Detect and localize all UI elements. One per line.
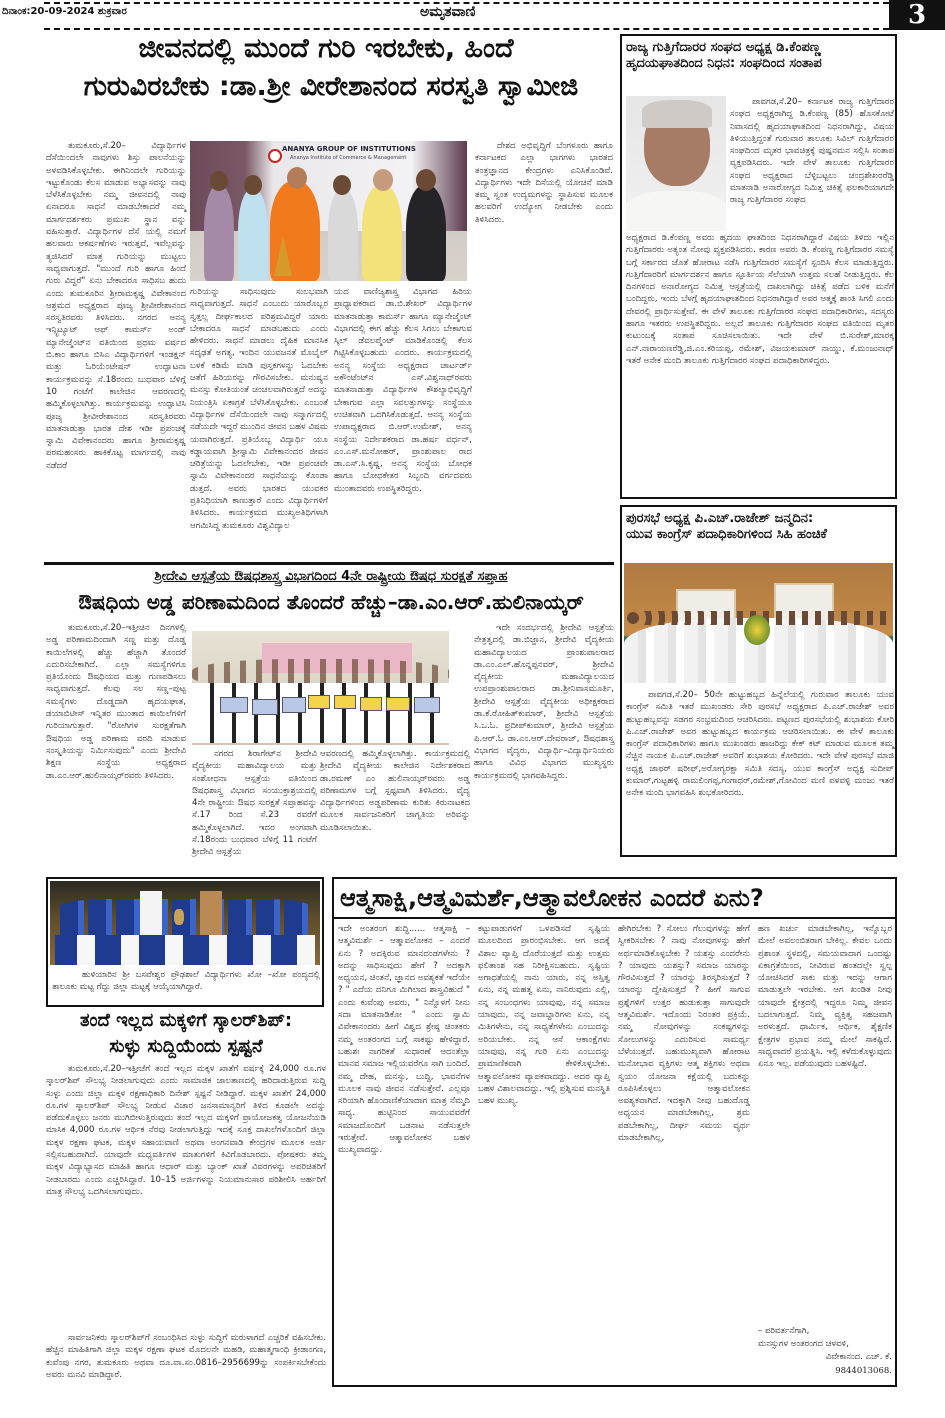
team-front-row-with-certificates (55, 935, 315, 965)
scholarship-closing (46, 1332, 326, 1388)
essay-col4-text: ಹಣ ಖರ್ಚು ಮಾಡಬೇಕಾಗಿಲ್ಲ, ಇನ್ನೊಬ್ಬರ ಮೇಲೆ ಅವಲಂಬಿತರಾಗ ಬೇಕಿಲ್ಲ. ಕೇವಲ ಒಂದು ಪ್ರಶಾಂತ ಸ್ಥಳದಲ್ಲಿ, ಸಮಯವಾದಾಗ ಒಂದಷ್ಟು ಏಕಾಗ್ರತೆಯಿಂದ, ನೀವಿರುವ ಹಂತದಲ್ಲೇ ಸ್ವಲ್ಪ ಯೋಚಿಸಿದರೆ ಸಾಕು ಮತ್ತು ಇದನ್ನು ಆಗಾಗ ಮಾಡುತ್ತಲೇ ಇರಬೇಕು. ಆಗ ಖಂಡಿತ ನೀವು ಯಾವುದೇ ಕ್ಷೇತ್ರದಲ್ಲಿ ಇದ್ದರೂ ನಿಮ್ಮ ಜೀವನ ಬದಲಾಗುತ್ತದೆ. ನಿಮ್ಮ ವ್ಯಕ್ತಿತ್ವ ಸಹಜವಾಗಿ ಅರಳುತ್ತದೆ. ಧಾರ್ಮಿಕ, ಆರ್ಥಿಕ, ಶೈಕ್ಷಣಿಕ ಕ್ಷೇತ್ರಗಳ ಪ್ರಭಾವ ನಮ್ಮ ಮೇಲೆ ಸಾಕಷ್ಟಿದೆ. ಸಾಧ್ಯವಾದರೆ ಪ್ರಯತ್ನಿಸಿ. ಇಲ್ಲಿ ಕಳೆದುಕೊಳ್ಳುವುದು ಏನೂ ಇಲ್ಲ. ಪಡೆಯುವುದು ಬಹಳಷ್ಟಿದೆ. (758, 924, 892, 1070)
essay-column-1 (338, 923, 470, 1383)
scholarship-body-paragraph: ತುಮಕೂರು,ಸೆ.20–ಇತ್ತೀಚೆಗೆ ತಂದೆ ಇಲ್ಲದ ಮಕ್ಕಳ ಖಾತೆಗೆ ವರ್ಷಕ್ಕೆ 24,000 ರೂ.ಗಳ ಸ್ಕಾಲರ್‌ಶಿಪ್ ಸೌಲಭ್ಯ ನೀಡಲಾಗುವುದು ಎಂದು ಸಾಮಾಜಿಕ ಜಾಲತಾಣದಲ್ಲಿ ಹರಿದಾಡುತ್ತಿರುವ ಸುದ್ದಿ ಸುಳ್ಳು ಎಂದು ಜಿಲ್ಲಾ ಮಕ್ಕಳ ರಕ್ಷಣಾಧಿಕಾರಿ ದಿನೇಶ್ ಸ್ಪಷ್ಟನೆ ನೀಡಿದ್ದಾರೆ. ಮಕ್ಕಳ ಖಾತೆಗೆ 24,000 ರೂ.ಗಳ ಸ್ಕಾಲರ್‌ಶಿಪ್ ಸೌಲಭ್ಯ ನೀಡುವ ವಿಚಾರ ಜನಸಾಮಾನ್ಯರಿಗೆ ತಿಳಿದ ಕೂಡಲೇ ಅದನ್ನು ಪಡೆದುಕೊಳ್ಳಲು ಜನರು ಮುಗಿಬೀಳುತ್ತಿರುವುದು ತಂದೆ ಇಲ್ಲದ ಮಕ್ಕಳಿಗೆ ಪ್ರಾಯೋಜಕತ್ವ ಯೋಜನೆಯಡಿ ಮಾಸಿಕ 4,000 ರೂ.ಗಳ ಆರ್ಥಿಕ ನೆರವು ನೀಡಲಾಗುತ್ತಿದ್ದು ಇದಕ್ಕೆ ಸೂಕ್ತ ದಾಖಲೆಗಳೊಂದಿಗೆ ಜಿಲ್ಲಾ ಮಕ್ಕಳ ರಕ್ಷಣಾ ಘಟಕ, ಮಕ್ಕಳ ಸಹಾಯವಾಣಿ ಅಥವಾ ಅಂಗನವಾಡಿ ಕೇಂದ್ರಗಳ ಮೂಲಕ ಅರ್ಜಿ ಸಲ್ಲಿಸಬಹುದಾಗಿದೆ. ಯಾವುದೇ ಮಧ್ಯವರ್ತಿಗಳ ಮಾತುಗಳಿಗೆ ಕಿವಿಗೊಡಬಾರದು. ಪೋಷಕರು ತಮ್ಮ ಮಕ್ಕಳ ವಿದ್ಯಾಭ್ಯಾಸದ ಮಾಹಿತಿ ಹಾಗೂ ಆಧಾರ್ ಮತ್ತು ಬ್ಯಾಂಕ್ ಖಾತೆ ವಿವರಗಳನ್ನು ಅಪರಿಚಿತರಿಗೆ ನೀಡಬಾರದು ಎಂದು ಎಚ್ಚರಿಸಿದ್ದಾರೆ. 10–15 ಅರ್ಜಿಗಳನ್ನು ನಿಯಮಾನುಸಾರ ಪರಿಶೀಲಿಸಿ ಅರ್ಹರಿಗೆ ಮಾತ್ರ ಸೌಲಭ್ಯ ಒದಗಿಸಲಾಗುವುದು. (46, 1064, 326, 1197)
photo-banner: ANANYA GROUP OF INSTITUTIONS (282, 145, 416, 153)
essay-col2-text: ಕಟ್ಟುಪಾಡುಗಳಿಗೆ ಒಳಪಡಿಸದೆ ಸೃಷ್ಟಿಯ ಮೂಲದಿಂದ ಪ್ರಾರಂಭಿಸಬೇಕು. ಆಗ ಅದಕ್ಕೆ ವಿಶಾಲ ವ್ಯಾಪ್ತಿ ದೊರೆಯುತ್ತದೆ ಮತ್ತು ಉತ್ತಮ ಫಲಿತಾಂಶ ಸಹ ನಿರೀಕ್ಷಿಸಬಹುದು. ಸೃಷ್ಟಿಯ ಅಗಾಧತೆಯಲ್ಲಿ ನಾನು ಯಾರು, ನನ್ನ ಅಸ್ತಿತ್ವ ಏನು, ನನ್ನ ಮಹತ್ವ ಏನು, ನಾನಿರುವುದು ಎಲ್ಲಿ, ನನ್ನ ಸಂಬಂಧಗಳು ಯಾವುವು, ನನ್ನ ಸಮಾಜ ಯಾವುದು, ನನ್ನ ಜವಾಬ್ದಾರಿಗಳು ಏನು, ನನ್ನ ಮಿತಿಗಳೇನು, ನನ್ನ ಸಾಧ್ಯತೆಗಳೇನು ಎಂಬುದನ್ನು ಅರಿಯಬೇಕು. ನನ್ನ ಆಸೆ ಆಕಾಂಕ್ಷೆಗಳು ಯಾವುವು, ನನ್ನ ಗುರಿ ಏನು ಎಂಬುದನ್ನು ಪ್ರಾಮಾಣಿಕವಾಗಿ ಕೇಳಿಕೊಳ್ಳಬೇಕು. ಆತ್ಮಾವಲೋಕನ ವ್ಯಾಪಕವಾದದ್ದು. ಅದರ ವ್ಯಾಪ್ತಿ ಬಹಳ ವಿಶಾಲವಾದದ್ದು. ಇಲ್ಲಿ ಪ್ರಶ್ನಿಸುವ ಮನಸ್ಥಿತಿ ಬಹಳ ಮುಖ್ಯ. (478, 924, 610, 1107)
lead-col3-text: ಯದ ವಾಣಿಜ್ಯಶಾಸ್ತ್ರ ವಿಭಾಗದ ಹಿರಿಯ ಪ್ರಾಧ್ಯಾಪಕರಾದ ಡಾ.ಬಿ.ಶೇಖರ್ ವಿದ್ಯಾರ್ಥಿಗಳ ಮಾತನಾಡುತ್ತಾ ಕಾಮರ್ಸ್ ಹಾಗೂ ಮ್ಯಾನೇಜ್ಮೆಂಟ್ ವಿಭಾಗದಲ್ಲಿ ಈಗ ಹೆಚ್ಚು ಕೆಲಸ ಸಿಗಲು ಬೇಕಾಗುವ ಸ್ಕಿಲ್ ಡೆವಲಪ್ಮೆಂಟ್ ಮಾಡಿಕೊಂಡಲ್ಲಿ ಕೆಲಸ ಗಿಟ್ಟಿಸಿಕೊಳ್ಳಬಹುದು ಎಂದರು. ಕಾರ್ಯಕ್ರಮದಲ್ಲಿ ಅನನ್ಯ ಸಂಸ್ಥೆಯ ಅಧ್ಯಕ್ಷರಾದ ಚಾರ್ಟರ್ಡ್ ಅಕೌಂಟೆಂಟ್‌ನ ಎಸ್.ವಿಶ್ವನಾಥ್‌ರವರು ಮಾತನಾಡುತ್ತಾ ವಿದ್ಯಾರ್ಥಿಗಳ ಕೌಶಲ್ಯಾಭಿವೃದ್ಧಿಗೆ ಬೇಕಾಗುವ ಎಲ್ಲಾ ಸವಲತ್ತುಗಳನ್ನು ಸಂಸ್ಥೆಯೂ ಉಚಿತವಾಗಿ ಒದಗಿಸಿಕೊಡುತ್ತದೆ. ಅನನ್ಯ ಸಂಸ್ಥೆಯ ಉಪಾಧ್ಯಕ್ಷರಾದ ಬಿ.ಆರ್.ಉಮೇಶ್, ಅನನ್ಯ ಸಂಸ್ಥೆಯ ನಿರ್ದೇಶಕರಾದ ಡಾ.ಹರ್ಷ ವರ್ಧನ್, ಎಂ.ಎಸ್.ಮನೋಹರ್, ಪ್ರಾಂಶುಪಾಲ ರಾದ ಡಾ.ಎಸ್.ಸಿ.ಕೃಷ್ಣ, ಅನನ್ಯ ಸಂಸ್ಥೆಯ ಬೋಧಕ ಹಾಗೂ ಬೋಧಕೇತರ ಸಿಬ್ಬಂದಿ ವರ್ಗದವರು ಮುಂತಾದವರು ಉಪಸ್ಥಿತರಿದ್ದರು. (334, 287, 472, 494)
pharma-col3-text: ಆವರಣದಲ್ಲಿ ಹಮ್ಮಿಕೊಳ್ಳಲಾಗಿತ್ತು. ಕಾರ್ಯಕ್ರಮದಲ್ಲಿ ಶ್ರೀದೇವಿ ವೈದ್ಯಕೀಯ ಕಾಲೇಜಿನ ನಿರ್ದೇಶಕರಾದ ಡಾ.ರಮಣ್ ಎಂ ಹುಲಿನಾಯ್ಕರ್‌ರವರು ಅಡ್ಡ ಪರಿಣಾಮಗಳ ಬಗ್ಗೆ ಸ್ಪಷ್ಟವಾಗಿ ತಿಳಿಸಿದರು. ವೈದ್ಯ ವಿದ್ಯಾರ್ಥಿಗಳಿಂದ ಅಡ್ಡಪರಿಣಾಮ ಕುರಿತು ಕಿರುನಾಟಕದ ಮೂಲಕ ಸಾರ್ವಜನಿಕರಿಗೆ ಜಾಗೃತಿಯ ಅರಿವನ್ನು ಮೂಡಿಸಲಾಯಿತು. (320, 749, 470, 833)
person-figure (406, 185, 446, 281)
pharma-column-2 (192, 748, 317, 858)
pharma-column-3 (320, 748, 470, 843)
person-head (333, 175, 351, 195)
birthday-body-paragraph: ಪಾವಗಡ,ಸೆ.20– 50ನೇ ಹುಟ್ಟುಹಬ್ಬದ ಹಿನ್ನೆಲೆಯಲ್ಲಿ ಗುರುವಾರ ತಾಲೂಕು ಯುವ ಕಾಂಗ್ರೆಸ್ ಸಮಿತಿ ಇತರೆ ಮುಖಂಡರು ಸೇರಿ ಪುರಸಭೆ ಅಧ್ಯಕ್ಷರಾದ ಪಿ.ಎಚ್.ರಾಜೇಶ್ ಅವರ ಹುಟ್ಟುಹಬ್ಬವನ್ನು ಸಡಗರ ಸಂಭ್ರಮದಿಂದ ಆಚರಿಸಿದರು. ಪಟ್ಟಣದ ಪುರಸಭೆಯಲ್ಲಿ ಶುಭಾಶಯ ಕೋರಿ ಪಿ.ಎಚ್.ರಾಜೇಶ್ ಅವರ ಹುಟ್ಟುಹಬ್ಬದ ಕಾರ್ಯಕ್ರಮ ಆಚರಿಸಲಾಯಿತು. ಈ ವೇಳೆ ತಾಲೂಕು ಕಾಂಗ್ರೆಸ್ ಪದಾಧಿಕಾರಿಗಳು ಹಾಗೂ ಮುಖಂಡರು ಹಾಜರಿದ್ದು ಕೇಕ್ ಕಟ್ ಮಾಡುವ ಮೂಲಕ ತಮ್ಮ ನೆಚ್ಚಿನ ನಾಯಕ ಪಿ.ಎಚ್.ರಾಜೇಶ್ ಅವರಿಗೆ ಶುಭಾಶಯ ಕೋರಿದರು. ಇದೇ ವೇಳೆ ಪುರಸಭೆ ಮಾಜಿ ಅಧ್ಯಕ್ಷ ಜಾಫರ್ ಷರೀಫ್,ಅರೋಗ್ಯರಕ್ಷಾ ಸಮಿತಿ ಸದಸ್ಯ, ಯುವ ಕಾಂಗ್ರೆಸ್ ಅಧ್ಯಕ್ಷ ಸುದೀಪ್ ಕುಮಾರ್,ಗುಟ್ಟಹಳ್ಳಿ ರಾಮಲಿಂಗಪ್ಪ,ಗಂಗಾಧರ್,ರಮೇಶ್,ಗೋವಿಂದ ಮಣಿ ಪಳವಳ್ಳಿ ಮಂಜು ಇತರೆ ಅನೇಕ ಮಂದಿ ಭಾಗವಹಿಸಿ ಶುಭಕೋರಿದರು. (626, 690, 894, 799)
obituary-photo (626, 96, 726, 226)
essay-signature-line2: ಮನಸ್ಸುಗಳ ಅಂತರಂಗದ ಚಳವಳಿ, (758, 1339, 849, 1349)
person-head (244, 175, 262, 195)
person-head (373, 169, 393, 191)
garland (744, 615, 770, 645)
photo-banner-sub: Ananya Institute of Commerce & Management (290, 155, 407, 161)
pharma-photo (192, 631, 449, 745)
essay-signature-line1: – ಪರಿವರ್ತನೆಗಾಗಿ, (758, 1326, 810, 1336)
essay-column-4 (758, 923, 892, 1323)
institution-logo (268, 149, 282, 163)
essay-col3-text: ಹೇಗಿರಬೇಕು ? ಸೋಲು ಗೆಲುವುಗಳನ್ನು ಹೇಗೆ ಸ್ವೀಕರಿಸಬೇಕು ? ನಾವು ನೋವುಗಳನ್ನು ಹೇಗೆ ಅರ್ಥಮಾಡಿಕೊಳ್ಳಬೇಕು ? ಯಶಸ್ಸು ಎಂದರೇನು ? ಯಾವುದು ಯಶಸ್ಸು? ಸಮಾಜ ಯಾರನ್ನು ಗೌರವಿಸುತ್ತದೆ ? ಯಾರನ್ನು ತಿರಸ್ಕರಿಸುತ್ತದೆ ? ಯಾರನ್ನು ದ್ವೇಷಿಸುತ್ತದೆ ? ಹೀಗೆ ಸಾಗುವ ಪ್ರಶ್ನೆಗಳಿಗೆ ಉತ್ತರ ಹುಡುಕುತ್ತಾ ಸಾಗುವುದೇ ಆತ್ಮವಿಮರ್ಶೆ. ಇದೊಂದು ನಿರಂತರ ಪ್ರಕ್ರಿಯೆ. ನಮ್ಮ ನೋವುಗಳನ್ನು ಸಂಕಷ್ಟಗಳನ್ನು ಸೋಲುಗಳನ್ನು ಎದುರಿಸುವ ಸಾಮರ್ಥ್ಯ ಬೆಳೆಯುತ್ತದೆ. ಬಹುಮುಖ್ಯವಾಗಿ ಹೋರಾಟ ಮನೋಭಾವ ವ್ಯಕ್ತಿಗಳು ಆತ್ಮ ಶಕ್ತಿಗಳು ಅಥವಾ ಸ್ವಯಂ ಯೋಜನಾ ಕಕ್ಷೆಯಲ್ಲಿ ಬದುಕನ್ನು ರೂಪಿಸಿಕೊಳ್ಳಲು ಆತ್ಮಾವಲೋಕನ ಅವಶ್ಯಕವಾಗಿದೆ. ಇದಕ್ಕಾಗಿ ನೀವು ಬಹುದೊಡ್ಡ ಅಧ್ಯಯನ ಮಾಡಬೇಕಾಗಿಲ್ಲ, ಶ್ರಮ ಪಡಬೇಕಾಗಿಲ್ಲ, ದೀರ್ಘ ಸಮಯ ವ್ಯರ್ಥ ಮಾಡಬೇಕಾಗಿಲ್ಲ, (618, 924, 750, 1144)
birthday-box (620, 505, 897, 857)
lead-column-3 (334, 286, 472, 551)
lead-column-4 (475, 140, 613, 550)
person-head (416, 169, 436, 191)
placard (334, 695, 356, 709)
lead-col1-text: ತುಮಕೂರು,ಸೆ.20– ವಿದ್ಯಾರ್ಥಿಗಳ ದೆಸೆಯಿಂದಲೇ ನಾವುಗಳು ಶಿಸ್ತು ಪಾಲನೆಯನ್ನು ಅಳವಡಿಸಿಕೊಳ್ಳಬೇಕು. ಈಗಿನಿಂದಲೇ ಗುರಿಯನ್ನು ಇಟ್ಟುಕೊಂಡು ಕೆಲಸ ಮಾಡುವ ಅಭ್ಯಾಸವನ್ನು ನಾವು ಬೆಳೆಸಿಕೊಳ್ಳಬೇಕು ನಮ್ಮ ಜೀವನದಲ್ಲಿ ನಾವು ಏನಾದರೂ ಸಾಧನೆ ಮಾಡಬೇಕಾದರೆ ನಮ್ಮ ಮಾರ್ಗದರ್ಶಕರು ಪ್ರಮುಖ ಸ್ಥಾನ ವನ್ನು ವಹಿಸುತ್ತಾರೆ. ವಿದ್ಯಾರ್ಥಿಗಳ ದೆಸೆ ಯಲ್ಲಿ ನಮಗೆ ಹಲವಾರು ಆಕರ್ಷಣೆಗಳು ಇರುತ್ತವೆ, ಇವೆಲ್ಲವನ್ನು ತ್ಯಜಿಸಿದರೆ ಮಾತ್ರ ಗುರಿಯನ್ನು ಮುಟ್ಟಲು ಸಾಧ್ಯವಾಗುತ್ತದೆ. "ಮುಂದೆ ಗುರಿ ಹಾಗೂ ಹಿಂದೆ ಗುರು ವಿದ್ದರೆ" ಏನು ಬೇಕಾದರೂ ಸಾಧಿಸಬ ಹುದು ಎಂದು ತುಮಕೂರಿನ ಶ್ರೀರಾಮಕೃಷ್ಣ ವಿವೇಕಾನಂದ ಆಶ್ರಮದ ಅಧ್ಯಕ್ಷರಾದ ಪೂಜ್ಯ ಶ್ರೀವೀರೇಶಾನಂದ ಸರಸ್ವತಿರವರು ತಿಳಿಸಿದರು. ನಗರದ ಅನನ್ಯ ಇನ್ಸ್ಟಿಟ್ಯೂಟ್ ಆಫ್ ಕಾಮರ್ಸ್ ಅಂಡ್ ಮ್ಯಾನೇಜ್ಮೆಂಟ್‌ನ ವತಿಯಿಂದ ಪ್ರಥಮ ವರ್ಷದ ಬಿ.ಕಾಂ ಹಾಗೂ ಬಿಸಿಎ ವಿದ್ಯಾರ್ಥಿಗಳಿಗೆ ಇಂಡಕ್ಷನ್ ಮತ್ತು ಓರಿಯೆಂಟೇಷನ್ ಉದ್ಘಾಟನಾ ಕಾರ್ಯಕ್ರಮವನ್ನು ಸೆ.18ರಂದು ಬುಧವಾರ ಬೆಳಿಗ್ಗೆ 10 ಗಂಟೆಗೆ ಕಾಲೇಜಿನ ಆವರಣದಲ್ಲಿ ಹಮ್ಮಿಕೊಳ್ಳಲಾಗಿತ್ತು. ಕಾರ್ಯಕ್ರಮವನ್ನು ಉದ್ಘಾಟಿಸಿ ಪೂಜ್ಯ ಶ್ರೀವೀರೇಶಾನಂದ ಸರಸ್ವತಿರವರು ಮಾತನಾಡುತ್ತಾ ಭಾರತ ದೇಶ ಇಡೀ ಪ್ರಪಂಚಕ್ಕೆ ಸ್ವಾಮಿ ವಿವೇಕಾನಂದರು ಹಾಗೂ ಶ್ರೀರಾಮಕೃಷ್ಣ ಪರಮಹಂಸರು ಹಾಕಿಕೊಟ್ಟ ಮಾರ್ಗದಲ್ಲಿ ನಾವು ನಡೆದರೆ (46, 141, 186, 471)
pharma-headline: ಔಷಧಿಯ ಅಡ್ಡ ಪರಿಣಾಮದಿಂದ ತೊಂದರೆ ಹೆಚ್ಚು–ಡಾ.ಎಂ.ಆರ್.ಹುಲಿನಾಯ್ಕರ್ (78, 590, 584, 614)
obituary-body (626, 232, 894, 496)
pharma-kicker: ಶ್ರೀದೇವಿ ಆಸ್ಪತ್ರೆಯ ಔಷಧಶಾಸ್ತ್ರ ವಿಭಾಗದಿಂದ 4ನೇ ರಾಷ್ಟ್ರೀಯ ಔಷಧ ಸುರಕ್ಷತೆ ಸಪ್ತಾಹ (154, 569, 508, 584)
kneeling-row (192, 683, 449, 743)
birthday-headline-line2: ಯುವ ಕಾಂಗ್ರೆಸ್ ಪದಾಧಿಕಾರಿಗಳಿಂದ ಸಿಹಿ ಹಂಚಿಕೆ (626, 527, 827, 543)
scholarship-closing-paragraph: ಸಾರ್ವಜನಿಕರು ಸ್ಕಾಲರ್‌ಶಿಪ್‌ಗೆ ಸಂಬಂಧಿಸಿದ ಸುಳ್ಳು ಸುದ್ದಿಗೆ ಮರುಳಾಗದೆ ಎಚ್ಚರಿಕೆ ವಹಿಸಬೇಕು. ಹೆಚ್ಚಿನ ಮಾಹಿತಿಗಾಗಿ ಜಿಲ್ಲಾ ಮಕ್ಕಳ ರಕ್ಷಣಾ ಘಟಕ ಮೊದಲನೇ ಮಹಡಿ, ಮಹಾತ್ಮಗಾಂಧಿ ಕ್ರೀಡಾಂಗಣ, ಕುವೆಂಪು ನಗರ, ತುಮಕೂರು ಅಥವಾ ದೂ.ವಾ.ಸಂ.0816–2956699ನ್ನು ಸಂಪರ್ಕಿಸಬೇಕೆಂದು ಅವರು ಮನವಿ ಮಾಡಿದ್ದಾರೆ. (46, 1333, 326, 1380)
birthday-body (626, 689, 894, 855)
person-figure (328, 189, 358, 281)
placard (414, 697, 440, 713)
placard (252, 699, 278, 715)
obituary-lead-paragraph: ಪಾವಗಡ,ಸೆ.20– ಕರ್ನಾಟಕ ರಾಜ್ಯ ಗುತ್ತಿಗೆದಾರರ ಸಂಘದ ಅಧ್ಯಕ್ಷರಾಗಿದ್ದ ಡಿ.ಕೆಂಪಣ್ಣ (85) ಹೊಸಕೋಟೆ ನಿವಾಸದಲ್ಲಿ ಹೃದಯಾಘಾತದಿಂದ ನಿಧನರಾಗಿದ್ದು, ವಿಷಯ ತಿಳಿಯುತ್ತಿದ್ದಂತೆ ಗುರುವಾರ ತಾಲೂಕು ಸಿವಿಲ್ ಗುತ್ತಿಗೆದಾರರ ಸಂಘದಿಂದ ಮೃತರ ಭಾವಚಿತ್ರಕ್ಕೆ ಪುಷ್ಪನಮನ ಸಲ್ಲಿಸಿ ಸಂತಾಪ ವ್ಯಕ್ತಪಡಿಸಿದರು. ಇದೇ ವೇಳೆ ತಾಲೂಕು ಗುತ್ತಿಗೆದಾರರ ಸಂಘದ ಅಧ್ಯಕ್ಷರಾದ ಬೆಳ್ಳಿಬಟ್ಟಲು ಚಂದ್ರಶೇಖರರೆಡ್ಡಿ ಮಾತನಾಡಿ ಅನಾರೋಗ್ಯದ ನಿಮಿತ್ತ ಚಿಕಿತ್ಸೆ ಫಲಕಾರಿಯಾಗದೇ ರಾಜ್ಯ ಗುತ್ತಿಗೆದಾರರ ಸಂಘದ (730, 97, 894, 206)
essay-col1-text: ಇದೇ ಅಂತರಂಗ ಶುದ್ಧಿ...... ಆತ್ಮಸಾಕ್ಷಿ – ಆತ್ಮವಿಮರ್ಶೆ – ಆತ್ಮಾವಲೋಕನ – ಎಂದರೆ ಏನು ? ಅದಕ್ಕಿರುವ ಮಾನದಂಡಗಳೇನು ? ಅದನ್ನು ಸಾಧಿಸುವುದು ಹೇಗೆ ? ಅದಕ್ಕಾಗಿ ಅಧ್ಯಯನ, ಚಿಂತನೆ, ಜ್ಞಾನದ ಅವಶ್ಯಕತೆ ಇದೆಯೇ ? " ಎದೆಯ ದನಿಗೂ ಮಿಗಿಲಾದ ಶಾಸ್ತ್ರವಿಹುದೆ " ಎಂದು ಕುವೆಂಪು ಅವರು, " ನಿನ್ನೊಳಗೆ ನೀನು ಸದಾ ಮಾತನಾಡಿಕೋ " ಎಂದು ಸ್ವಾಮಿ ವಿವೇಕಾನಂದರು ಹೀಗೆ ವಿಶ್ವದ ಶ್ರೇಷ್ಠ ಚಿಂತಕರು ನಮ್ಮ ಅಂತರಂಗದ ಬಗ್ಗೆ ಸಾಕಷ್ಟು ಹೇಳಿದ್ದಾರೆ. ಬಹುಶಃ ನಾಗರಿಕತೆ ಸುಧಾರಣೆ ಆದಂತೆಲ್ಲಾ ಮಾನವ ಸಮಾಜ ಇಲ್ಲಿಯವರೆಗೂ ಸಾಗಿ ಬಂದಿದೆ. ನಮ್ಮ ದೇಹ, ಮನಸ್ಸು, ಬುದ್ಧಿ, ಭಾವನೆಗಳ ಮೂಲಕ ನಾವು ಜೀವನ ನಡೆಸುತ್ತೇವೆ. ಎಲ್ಲವೂ ಸರಿಯಾಗಿ ಹೊಂದಾಣಿಕೆಯಾದಾಗ ಮಾತ್ರ ನೆಮ್ಮದಿ ಸಾಧ್ಯ. ಹುಟ್ಟಿನಿಂದ ಸಾಯುವವರೆಗೆ ಸಮಾಜದೊಂದಿಗೆ ಒಡನಾಟ ನಡೆಸುತ್ತಲೇ ಇರುತ್ತೇವೆ. ಆತ್ಮಾವಲೋಕನ ಬಹಳ ಮುಖ್ಯವಾದದ್ದು. (338, 924, 470, 1156)
obituary-box (620, 34, 897, 499)
obituary-body-paragraph: ಅಧ್ಯಕ್ಷರಾದ ಡಿ.ಕೆಂಪಣ್ಣ ಅವರು ಹೃದಯ ಘಾತದಿಂದ ನಿಧನರಾಗಿದ್ದಾರೆ ವಿಷಯ ತಿಳಿದು ಇಲ್ಲಿನ ಗುತ್ತಿಗೆದಾರರು ಅತ್ಯಂತ ನೋವು ವ್ಯಕ್ತಪಡಿಸಿದರು. ಕಾರಣ ಅವರು ಡಿ. ಕೆಂಪಣ್ಣ ಗುತ್ತಿಗೆದಾರರ ಸಮಸ್ಯೆ ಬಗ್ಗೆ ಸರ್ಕಾರದ ಜೊತೆ ಹೋರಾಟ ನಡೆಸಿ ಗುತ್ತಿಗೆದಾರರ ಸಮಸ್ಯೆಗೆ ಸ್ಪಂದಿಸಿ ಕೆಲಸ ಮಾಡುತ್ತಿದ್ದರು. ಗುತ್ತಿಗೆದಾರರಿಗೆ ಮಾರ್ಗದರ್ಶನ ಹಾಗೂ ಸ್ಫೂರ್ತಿಯ ಸೆಲೆಯಾಗಿ ಉತ್ತಮ ಸಲಹೆ ನೀಡುತ್ತಿದ್ದರು. ಕೆಲ ದಿನಗಳಿಂದ ಅನಾರೋಗ್ಯದ ನಿಮಿತ್ತ ಆಸ್ಪತ್ರೆಯಲ್ಲಿ ದಾಖಲಾಗಿದ್ದು ಚಿಕಿತ್ಸೆ ಪಡೆದ ಬಳಿಕ ಮನೆಗೆ ಬಂದಿದ್ದರು, ಇಂದು ಬೆಳಗ್ಗೆ ಹೃದಯಾಘಾತದಿಂದ ನಿಧನರಾಗಿದ್ದಾರೆ ಅವರ ಆತ್ಮಕ್ಕೆ ಶಾಂತಿ ಸಿಗಲಿ ಎಂದು ದೇವರಲ್ಲಿ ಪ್ರಾರ್ಥಿಸುತ್ತೇವೆ. ಈ ವೇಳೆ ತಾಲೂಕು ಗುತ್ತಿಗೆದಾರರ ಸಂಘದ ಪದಾಧಿಕಾರಿಗಳು, ಸದಸ್ಯರು ಹಾಗೂ ಇತರರು ಉಪಸ್ಥಿತರಿದ್ದರು. ಅಲ್ಲದೆ ತಾಲೂಕು ಗುತ್ತಿಗೆದಾರರ ಸಂಘದ ವತಿಯಿಂದ ಮೃತರ ಕುಟುಂಬಕ್ಕೆ ಸಂತಾಪ ಸೂಚಿಸಲಾಯಿತು. ಇದೇ ವೇಳೆ ಬಿ.ಸುರೇಶ್,ಮಾರಕ್ಕ ಎನ್.ನಾರಾಯಣರೆಡ್ಡಿ,ಜಿ.ಎಂ.ಕರಿಯಪ್ಪ, ರಮೇಶ್, ವಿಜಯಕುಮಾರ್ ನಾಯ್ಡು, ಕೆ.ಮಂಜುನಾಥ್ ಇತರೆ ಅನೇಕ ಮಂದಿ ತಾಲೂಕು ಗುತ್ತಿಗೆದಾರರ ಸಂಘದ ಪದಾಧಿಕಾರಿಗಳಿದ್ದರು. (626, 233, 894, 366)
pharma-col1-text: ತುಮಕೂರು,ಸೆ.20–ಇತ್ತೀಚಿನ ದಿನಗಳಲ್ಲಿ ಅಡ್ಡ ಪರಿಣಾಮದಿಂದಾಗಿ ಸಣ್ಣ ಮತ್ತು ದೊಡ್ಡ ಕಾಯಿಲೆಗಳಲ್ಲಿ ಹೆಚ್ಚು ಹೆಚ್ಚಾಗಿ ತೊಂದರೆ ಎದುರಿಸಬೇಕಾಗಿದೆ. ಎಲ್ಲಾ ಸಮಸ್ಯೆಗಳಿಗೂ ಪ್ರತಿಯೊಂದು ಔಷಧಿಯದ ಮತ್ತು ಗುಣಪಡಿಸಲು ಸಾಧ್ಯವಾಗುತ್ತದೆ. ಕೆಲವು ಸಲ ಸಣ್ಣ–ಪುಟ್ಟ ಸಮಸ್ಯೆಗಳು ದೊಡ್ಡದಾಗಿ ಹೃದಯಘಾತ, ಡಯಾಬಿಟೀಸ್ ಇನ್ನಿತರ ಮುಂತಾದ ಕಾಯಿಲೆಗಳಿಗೆ ಗುರಿಯಾಗುತ್ತಾರೆ. "ರೋಗಿಗಳ ಸುರಕ್ಷತೆಗಾಗಿ ಔಷಧಿಯ ಅಡ್ಡ ಪರಿಣಾಮ ವರದಿ ಮಾಡುವ ಸಂಸ್ಕೃತಿಯನ್ನು ನಿರ್ಮಿಸುವುದು" ಎಂದು ಶ್ರೀದೇವಿ ಶಿಕ್ಷಣ ಸಂಸ್ಥೆಯ ಅಧ್ಯಕ್ಷರಾದ ಡಾ.ಎಂ.ಆರ್.ಹುಲಿನಾಯ್ಕರ್‌ರವರು ತಿಳಿಸಿದರು. (46, 623, 186, 781)
person-figure (204, 185, 234, 281)
person-figure (238, 189, 268, 281)
team-back-row (60, 899, 310, 935)
lead-headline-line2: ಗುರುವಿರಬೇಕು :ಡಾ.ಶ್ರೀ ವೀರೇಶಾನಂದ ಸರಸ್ವತಿ ಸ್ವಾಮೀಜಿ (83, 71, 579, 102)
essay-author: ವಿವೇಕಾನಂದ. ಎಚ್. ಕೆ. (825, 1352, 892, 1362)
person-figure (362, 185, 402, 281)
person-head (210, 171, 228, 191)
lead-photo (190, 141, 467, 281)
obituary-headline-line1: ರಾಜ್ಯ ಗುತ್ತಿಗೆದಾರರ ಸಂಘದ ಅಧ್ಯಕ್ಷ ಡಿ.ಕೆಂಪಣ್ಣ (626, 40, 821, 55)
obituary-lead-text (730, 96, 894, 231)
coach-figure (200, 891, 222, 941)
scholarship-headline-line1: ತಂದೆ ಇಲ್ಲದ ಮಕ್ಕಳಿಗೆ ಸ್ಕಾಲರ್‌ಶಿಪ್: (79, 1010, 293, 1031)
pharma-col2-text: ನಗರದ ಶಿರಾಗೇಟ್‌ನ ಶ್ರೀದೇವಿ ವೈದ್ಯಕೀಯ ಮಹಾವಿದ್ಯಾಲಯ ಮತ್ತು ಸಂಶೋಧನಾ ಆಸ್ಪತ್ರೆಯ ವತಿಯಿಂದ ಔಷಧಶಾಸ್ತ್ರ ವಿಭಾಗದ ಸಂಯುಕ್ತಾಶ್ರಯದಲ್ಲಿ 4ನೇ ರಾಷ್ಟ್ರೀಯ ಔಷಧ ಸುರಕ್ಷತೆ ಸಪ್ತಾಹವನ್ನು ಸೆ.17 ರಿಂದ ಸೆ.23 ರವರೆಗೆ ಹಮ್ಮಿಕೊಳ್ಳಲಾಗಿದೆ. ಇದರ ಅಂಗವಾಗಿ ಸೆ.18ರಂದು ಬುಧವಾರ ಬೆಳಿಗ್ಗೆ 11 ಗಂಟೆಗೆ ಶ್ರೀದೇವಿ ಆಸ್ಪತ್ರೆಯ (192, 749, 317, 858)
kho-kho-caption: ಹುಳಿಯಾರಿನ ಶ್ರೀ ಬಸವೇಶ್ವರ ಪ್ರೌಢಶಾಲೆ ವಿದ್ಯಾರ್ಥಿಗಳು ಖೋ –ಖೋ ಪಂದ್ಯದಲ್ಲಿ ತಾಲೂಕು ಮಟ್ಟ ಗೆದ್ದು ಜಿಲ್ಲಾ ಮಟ್ಟಕ್ಕೆ ಆಯ್ಕೆಯಾಗಿದ್ದಾರೆ. (52, 970, 320, 992)
placard (282, 697, 306, 713)
paper-name: ಅಮೃತವಾಣಿ (420, 4, 476, 20)
essay-author-phone: 9844013068. (835, 1366, 892, 1376)
person-head (287, 167, 307, 189)
masthead-bottom-rule (44, 28, 889, 30)
lead-col4-text: ದೇಶದ ಅಭಿವೃದ್ಧಿಗೆ ಬೆಂಗಳೂರು ಹಾಗೂ ಕರ್ನಾಟಕದ ಎಲ್ಲಾ ಭಾಗಗಳು ಭಾರತದ ತಂತ್ರಜ್ಞಾನದ ಕೇಂದ್ರಗಳು ಎನಿಸಿಕೊಂಡಿವೆ. ವಿದ್ಯಾರ್ಥಿಗಳು ಇದೇ ದಿಸೆಯಲ್ಲಿ ಯೋಚನೆ ಮಾಡಿ ತಮ್ಮ ಸ್ವಂತ ಉದ್ಯಮಗಳನ್ನು ಸ್ಥಾಪಿಸುವ ಮೂಲಕ ಹಲವರಿಗೆ ಉದ್ಯೋಗ ನೀಡಬೇಕು ಎಂದು ತಿಳಿಸಿದರು. (475, 141, 613, 225)
trophy (174, 909, 184, 925)
kho-kho-photo (50, 881, 320, 965)
kho-kho-box (46, 877, 324, 1007)
birthday-headline-line1: ಪುರಸಭೆ ಅಧ್ಯಕ್ಷ ಪಿ.ಎಚ್.ರಾಜೇಶ್ ಜನ್ಮದಿನ: (626, 511, 814, 526)
pharma-col4-text: ಇದೇ ಸಂದರ್ಭದಲ್ಲಿ ಶ್ರೀದೇವಿ ಆಸ್ಪತ್ರೆಯ ನೇತ್ರತ್ವದಲ್ಲಿ ಡಾ.ಬಿಜ್ಜಾನ, ಶ್ರೀದೇವಿ ವೈದ್ಯಕೀಯ ಮಹಾವಿದ್ಯಾಲಯದ ಪ್ರಾಂಶುಪಾಲರಾದ ಡಾ.ಎಂ.ಎಲ್.ಹೊನ್ನಪ್ಪನವರ್, ಶ್ರೀದೇವಿ ವೈದ್ಯಕೀಯ ಮಹಾವಿದ್ಯಾಲಯದ ಉಪಪ್ರಾಂಶುಪಾಲರಾದ ಡಾ.ಶ್ರೀನಿವಾಸಮೂರ್ತಿ, ಶ್ರೀದೇವಿ ಆಸ್ಪತ್ರೆಯ ವೈದ್ಯಕೀಯ ಅಧೀಕ್ಷಕರಾದ ಡಾ.ಕೆ.ರೋಹಿತ್‌ಕುಮಾರ್, ಶ್ರೀದೇವಿ ಆಸ್ಪತ್ರೆಯ ಸಿ.ಒ.ಓ. ಪ್ರದೀಪ್‌ಕುಮಾರ್, ಶ್ರೀದೇವಿ ಆಸ್ಪತ್ರೆಯ ಪಿ.ಆರ್.ಓ ಡಾ.ಎಂ.ಆರ್.ದೇವರಾಜ್, ಔಷಧಶಾಸ್ತ್ರ ವಿಭಾಗದ ವೈದ್ಯರು, ವಿದ್ಯಾರ್ಥಿ–ವಿದ್ಯಾರ್ಥಿನಿಯರು ಹಾಗೂ ವಿವಿಧ ವಿಭಾಗದ ಮುಖ್ಯಸ್ಥರು ಕಾರ್ಯಕ್ರಮದಲ್ಲಿ ಭಾಗವಹಿಸಿದ್ದರು. (474, 623, 614, 781)
placard (360, 697, 382, 711)
lead-headline-line1: ಜೀವನದಲ್ಲಿ ಮುಂದೆ ಗುರಿ ಇರಬೇಕು, ಹಿಂದೆ (138, 33, 514, 64)
birthday-photo (624, 563, 893, 683)
hair (642, 100, 712, 128)
lead-col2-text: ಗುರಿಯನ್ನು ಸಾಧಿಸುವುದು ಸುಲಭವಾಗಿ ಸಾಧ್ಯವಾಗುತ್ತದೆ. ಸಾಧನೆ ಎಂಬುದು ಯಾರೊಬ್ಬರ ಸ್ವತ್ತಲ್ಲ ದೀರ್ಘಕಾಲದ ಪರಿಶ್ರಮವಿದ್ದರೆ ಯಾರು ಬೇಕಾದರೂ ಸಾಧನೆ ಮಾಡಬಹುದು ಎಂದು ಹೇಳಿದರು. ಸಾಧನೆ ಮಾಡಲು ದೈಹಿಕ ಮಾನಸಿಕ ಸದೃಢತೆ ಅಗತ್ಯ, ಇಂದಿನ ಯುವಜನತೆ ಮೊಬೈಲ್ ಬಳಕೆ ಕಡಿಮೆ ಮಾಡಿ ಪುಸ್ತಕಗಳನ್ನು ಓದಬೇಕು ಜತೆಗೆ ಹಿರಿಯರನ್ನು ಗೌರವಿಸಬೇಕು. ಮನುಷ್ಯನ ಮನಸ್ಸು ಕೋತಿಯಂತೆ ಚಂಚಲವಾಗಿರುತ್ತದೆ ಅದನ್ನು ನಿಯಂತ್ರಿಸಿ ಏಕಾಗ್ರತೆ ಬೆಳೆಸಿಕೊಳ್ಳಬೇಕು. ಎಂಬಂತೆ ವಿದ್ಯಾರ್ಥಿಗಳ ದೆಸೆಯಿಂದಲೇ ನಾವು ಸನ್ಮಾರ್ಗದಲ್ಲಿ ನಡೆಯದೇ ಇದ್ದರೆ ಮುಂದಿನ ಜೀವನ ಬಹಳ ವಿಷಮ ಯವಾಗಿರುತ್ತದೆ. ಪ್ರತಿಯೊಬ್ಬ ವಿದ್ಯಾರ್ಥಿ ಯೂ ಕಡ್ಡಾಯವಾಗಿ ಶ್ರೀಸ್ವಾಮಿ ವಿವೇಕಾನಂದರ ಜೀವನ ಚರಿತ್ರೆಯನ್ನು ಓದಲೇಬೇಕು, ಇಡೀ ಪ್ರಪಂಚವೇ ಸ್ವಾಮಿ ವಿವೇಕಾನಂದರ ಸಾಧನೆಯನ್ನು ಕೊಂಡಾ ಡುತ್ತದೆ. ಅವರು ಭಾರತದ ಯುವಕರ ಪ್ರತಿನಿಧಿಯಾಗಿ ಕಾಣುತ್ತಾರೆ ಎಂದು ವಿದ್ಯಾರ್ಥಿಗಳಿಗೆ ತಿಳಿಸಿದರು. ಕಾರ್ಯಕ್ರಮದ ಮುಖ್ಯಅತಿಥಿಗಳಾಗಿ ಆಗಮಿಸಿದ್ದ ತುಮಕೂರು ವಿಶ್ವವಿದ್ಯಾಲ (190, 287, 328, 531)
page-number: 3 (889, 0, 945, 30)
obituary-headline-line2: ಹೃದಯಘಾತದಿಂದ ನಿಧನ: ಸಂಘದಿಂದ ಸಂತಾಪ (626, 56, 822, 72)
pharma-column-1 (46, 622, 186, 842)
shirt (626, 191, 726, 231)
pharma-column-4 (474, 622, 614, 842)
placard (220, 697, 248, 713)
scholarship-body (46, 1063, 326, 1329)
essay-headline: ಆತ್ಮಸಾಕ್ಷಿ,ಆತ್ಮವಿಮರ್ಶೆ,ಆತ್ಮಾವಲೋಕನ ಎಂದರೆ ಏನು? (334, 879, 895, 919)
essay-column-2 (478, 923, 610, 1383)
lead-column-1 (46, 140, 186, 550)
placard (308, 695, 330, 709)
essay-column-3 (618, 923, 750, 1383)
essay-box (332, 877, 897, 1387)
issue-date: ದಿನಾಂಕ:20-09-2024 ಶುಕ್ರವಾರ (2, 6, 127, 17)
scholarship-headline-line2: ಸುಳ್ಳು ಸುದ್ದಿಯೆಂದು ಸ್ಪಷ್ಟನೆ (109, 1036, 263, 1057)
coach-figure (140, 891, 162, 941)
section-rule (44, 562, 614, 565)
placard (386, 697, 410, 711)
lead-column-2 (190, 286, 328, 551)
